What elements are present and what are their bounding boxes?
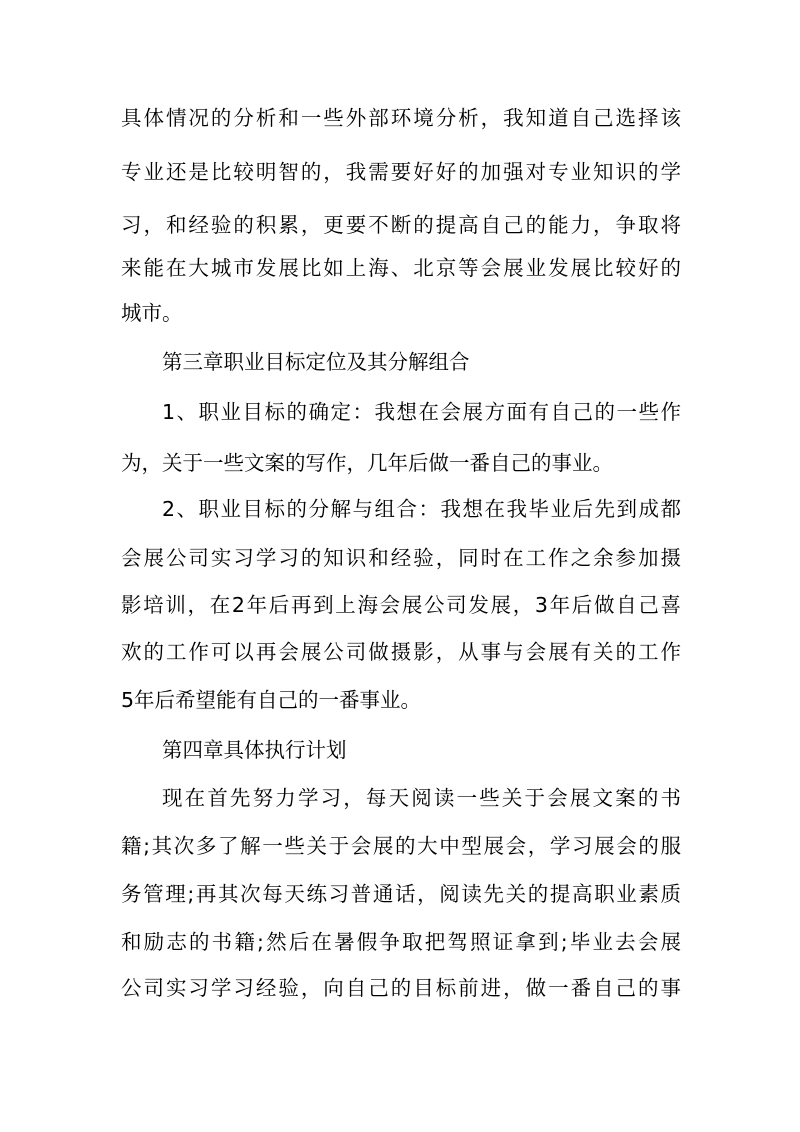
text-line: 公司实习学习经验，向自己的目标前进，做一番自己的事 (121, 976, 681, 1000)
text-line: 影培训，在2年后再到上海会展公司发展，3年后做自己喜 (121, 593, 681, 617)
text-line: 会展公司实习学习的知识和经验，同时在工作之余参加摄 (121, 546, 681, 570)
text-line: 1、职业目标的确定：我想在会展方面有自己的一些作 (162, 400, 681, 424)
text-line: 专业还是比较明智的，我需要好好的加强对专业知识的学 (121, 160, 681, 184)
text-line: 城市。 (121, 301, 183, 325)
text-line: 2、职业目标的分解与组合：我想在我毕业后先到成都 (162, 497, 681, 521)
text-line: 和励志的书籍;然后在暑假争取把驾照证拿到;毕业去会展 (121, 930, 681, 954)
text-line: 务管理;再其次每天练习普通话，阅读先关的提高职业素质 (121, 882, 681, 906)
chapter-heading: 第四章具体执行计划 (162, 738, 347, 762)
text-line: 5年后希望能有自己的一番事业。 (121, 688, 422, 712)
text-line: 习，和经验的积累，更要不断的提高自己的能力，争取将 (121, 213, 681, 237)
text-line: 欢的工作可以再会展公司做摄影，从事与会展有关的工作 (121, 640, 681, 664)
text-line: 现在首先努力学习，每天阅读一些关于会展文案的书 (162, 786, 681, 810)
text-line: 籍;其次多了解一些关于会展的大中型展会，学习展会的服 (121, 834, 681, 858)
text-line: 为，关于一些文案的写作，几年后做一番自己的事业。 (121, 451, 613, 475)
text-line: 来能在大城市发展比如上海、北京等会展业发展比较好的 (121, 256, 681, 280)
chapter-heading: 第三章职业目标定位及其分解组合 (162, 350, 470, 374)
text-line: 具体情况的分析和一些外部环境分析，我知道自己选择该 (121, 106, 681, 130)
